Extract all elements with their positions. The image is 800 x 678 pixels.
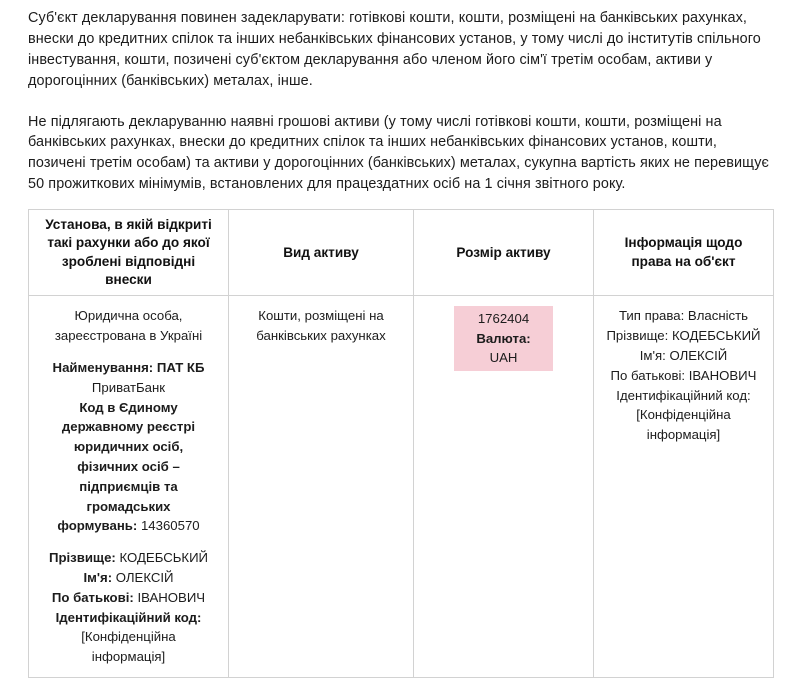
institution-firstname-line <box>37 568 220 588</box>
institution-code-label-5: підприємців та <box>79 478 178 494</box>
spacer <box>37 346 220 358</box>
cell-rights <box>594 296 774 678</box>
table-header-row <box>29 210 774 296</box>
asset-type-line-2: банківських рахунках <box>256 328 386 344</box>
institution-code-label-1: Код в Єдиному <box>79 399 178 415</box>
institution-surname-line <box>37 548 220 568</box>
institution-idcode-value-2: інформація] <box>91 649 166 665</box>
institution-firstname-value: ОЛЕКСІЙ <box>115 569 174 585</box>
institution-code-label-4: фізичних осіб – <box>77 458 180 474</box>
cell-asset-type <box>229 296 414 678</box>
spacer <box>37 536 220 548</box>
institution-code-line <box>37 516 220 536</box>
cell-institution <box>29 296 229 678</box>
rights-firstname-label: Ім'я: <box>639 347 666 363</box>
cell-asset-size <box>414 296 594 678</box>
right-type-label: Тип права: <box>618 308 685 324</box>
rights-idcode-label: Ідентифікаційний код: <box>616 387 751 403</box>
institution-name-value: ПриватБанк <box>91 379 166 395</box>
institution-idcode-label: Ідентифікаційний код: <box>55 609 202 625</box>
asset-currency-label: Валюта: <box>476 330 531 346</box>
institution-surname-label: Прізвище: <box>48 550 116 566</box>
institution-idcode-value-1: [Конфіденційна <box>81 629 176 645</box>
rights-idcode-value-1: [Конфіденційна <box>636 407 731 423</box>
institution-code-label-2: державному реєстрі <box>61 419 196 435</box>
rights-patronymic-label: По батькові: <box>610 367 686 383</box>
rights-firstname-value: ОЛЕКСІЙ <box>669 347 728 363</box>
column-header-rights: Інформація щодо права на об'єкт <box>594 210 774 296</box>
institution-code-label-3: юридичних осіб, <box>73 439 184 455</box>
table-row <box>29 296 774 678</box>
rights-patronymic-value: ІВАНОВИЧ <box>688 367 757 383</box>
rights-idcode-value-2: інформація] <box>646 427 721 443</box>
intro-paragraph-1: Суб'єкт декларування повинен задекларувати: готівкові кошти, кошти, розміщені на банківських рахунках, внески до кредитних спілок та інших небанківських фінансових установ, у тому числі до інститутів спільного інвестування, кошти, позичені суб'єктом декларування або членом його сім'ї третім особам, активи у дорогоцінних (банківських) металах, інше. <box>28 10 761 89</box>
institution-patronymic-line <box>37 588 220 608</box>
institution-line-1: Юридична особа, <box>74 308 183 324</box>
rights-surname-value: КОДЕБСЬКИЙ <box>671 328 761 344</box>
asset-currency-line <box>476 329 530 348</box>
asset-type-line-1: Кошти, розміщені на <box>258 308 384 324</box>
asset-amount: 1762404 <box>477 311 530 327</box>
institution-code-label-7: формувань: <box>57 518 138 534</box>
institution-surname-value: КОДЕБСЬКИЙ <box>119 550 209 566</box>
column-header-institution: Установа, в якій відкриті такі рахунки або до якої зроблені відповідні внески <box>29 210 229 296</box>
institution-code-value: 14360570 <box>140 518 200 534</box>
institution-firstname-label: Ім'я: <box>83 569 113 585</box>
right-type-value: Власність <box>687 308 749 324</box>
assets-table <box>28 209 774 678</box>
column-header-asset-type: Вид активу <box>229 210 414 296</box>
asset-size-highlight <box>454 306 552 370</box>
rights-firstname-line <box>602 346 765 366</box>
rights-surname-label: Прізвище: <box>606 328 669 344</box>
rights-surname-line <box>602 326 765 346</box>
institution-patronymic-value: ІВАНОВИЧ <box>137 589 206 605</box>
institution-line-2: зареєстрована в Україні <box>54 328 203 344</box>
institution-patronymic-label: По батькові: <box>51 589 134 605</box>
rights-patronymic-line <box>602 366 765 386</box>
right-type-line <box>602 306 765 326</box>
asset-currency-value: UAH <box>489 349 518 365</box>
column-header-asset-size: Розмір активу <box>414 210 594 296</box>
intro-paragraph-2: Не підлягають декларуванню наявні грошові активи (у тому числі готівкові кошти, кошти, розміщені на банківських рахунках, внески до кредитних спілок та інших небанківських фінансових установ, кошти, позичені третім особам) та активи у дорогоцінних (банківських) металах, сукупна вартість яких не перевищує 50 прожиткових мінімумів, встановлених для працездатних осіб на 1 січня звітного року. <box>28 113 769 193</box>
institution-code-label-6: громадських <box>86 498 171 514</box>
institution-name-label: Найменування: ПАТ КБ <box>52 359 205 375</box>
